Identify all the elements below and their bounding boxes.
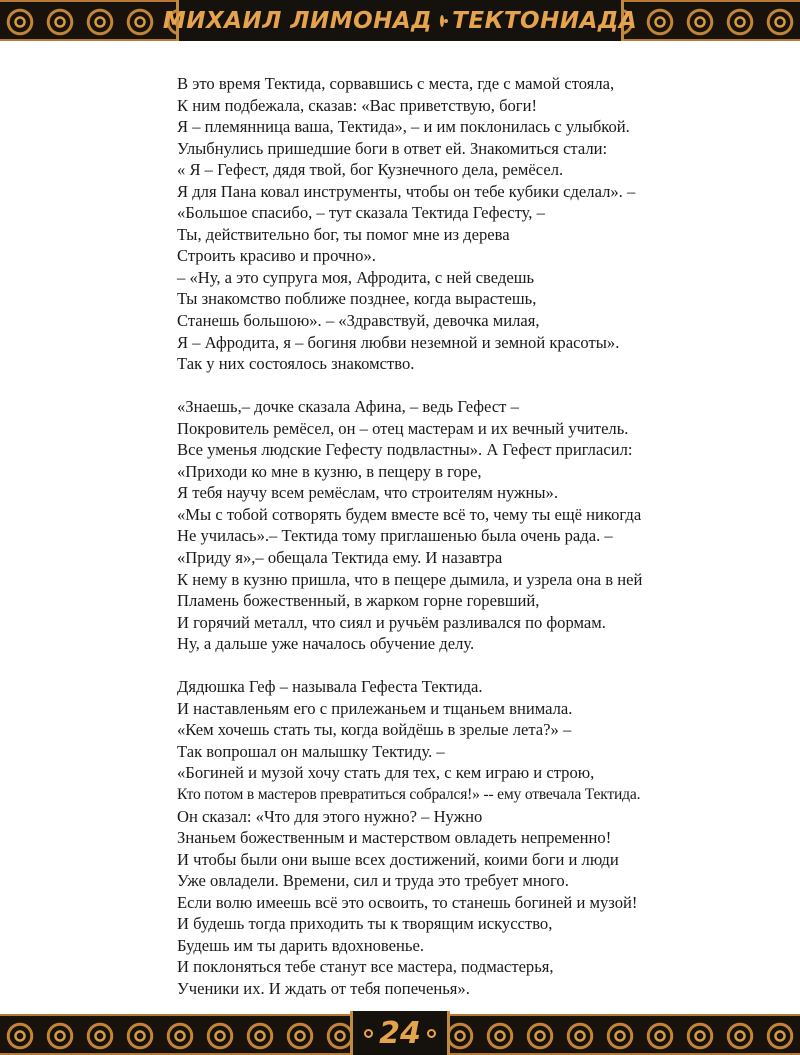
poem-line: «Богиней и музой хочу стать для тех, с кем играю и строю, bbox=[177, 763, 595, 783]
poem-line: К ним подбежала, сказав: «Вас приветствую, боги! bbox=[177, 95, 538, 115]
page-number: 24 bbox=[379, 1015, 421, 1051]
poem-line: Уже овладели. Времени, сил и труда это требует много. bbox=[177, 871, 569, 891]
poem-line: Ну, а дальше уже началось обучение делу. bbox=[177, 634, 475, 654]
poem-line: Пламень божественный, в жарком горне горевший, bbox=[177, 591, 540, 611]
poem-line: И будешь тогда приходить ты к творящим искусство, bbox=[177, 914, 553, 934]
poem-text bbox=[177, 73, 697, 1021]
poem-line: Я – Афродита, я – богиня любви неземной и земной красоты». bbox=[177, 332, 620, 352]
poem-line: Знаньем божественным и мастерством овладеть непременно! bbox=[177, 828, 612, 848]
poem-line: К нему в кузню пришла, что в пещере дымила, и узрела она в ней bbox=[177, 569, 643, 589]
stanza-1 bbox=[177, 73, 697, 375]
poem-line: Покровитель ремёсел, он – отец мастерам и их вечный учитель. bbox=[177, 418, 629, 438]
poem-line: Я – племянница ваша, Тектида», – и им поклонилась с улыбкой. bbox=[177, 117, 630, 137]
poem-line: Так вопрошал он малышку Тектиду. – bbox=[177, 741, 445, 761]
poem-line: Ученики их. И ждать от тебя попеченья». bbox=[177, 978, 470, 998]
circle-ornament-icon bbox=[364, 1029, 373, 1038]
poem-line: – «Ну, а это супруга моя, Афродита, с ней сведешь bbox=[177, 267, 535, 287]
poem-line: «Приду я»,– обещала Тектида ему. И назавтра bbox=[177, 547, 503, 567]
poem-line: Я тебя научу всем ремёслам, что строителям нужны». bbox=[177, 483, 558, 503]
poem-line: В это время Тектида, сорвавшись с места, где с мамой стояла, bbox=[177, 74, 615, 93]
page-number-plate bbox=[350, 1011, 450, 1055]
stanza-2 bbox=[177, 396, 697, 655]
running-header bbox=[162, 0, 638, 41]
poem-line: Все уменья людские Гефесту подвластны». А Гефест пригласил: bbox=[177, 440, 633, 460]
header-author: МИХАИЛ ЛИМОНАД bbox=[162, 7, 433, 34]
poem-line: И горячий металл, что сиял и ручьём разливался по формам. bbox=[177, 612, 606, 632]
circle-ornament-icon bbox=[440, 15, 444, 27]
poem-line: « Я – Гефест, дядя твой, бог Кузнечного дела, ремёсел. bbox=[177, 160, 564, 180]
poem-line: И поклоняться тебе станут все мастера, подмастерья, bbox=[177, 957, 554, 977]
poem-line: «Кем хочешь стать ты, когда войдёшь в зрелые лета?» – bbox=[177, 720, 572, 740]
poem-line: «Мы с тобой сотворять будем вместе всё то, чему ты ещё никогда bbox=[177, 504, 642, 524]
poem-line: Улыбнулись пришедшие боги в ответ ей. Знакомиться стали: bbox=[177, 138, 608, 158]
poem-line: Станешь большою». – «Здравствуй, девочка милая, bbox=[177, 311, 540, 331]
circle-ornament-icon bbox=[427, 1029, 436, 1038]
stanza-3 bbox=[177, 676, 697, 999]
poem-line: Кто потом в мастеров превратиться собрался!» -- ему отвечала Тектида. bbox=[177, 785, 641, 803]
poem-line: И наставленьям его с прилежаньем и тщаньем внимала. bbox=[177, 698, 573, 718]
poem-line: Если волю имеешь всё это освоить, то станешь богиней и музой! bbox=[177, 892, 638, 912]
poem-line: Будешь им ты дарить вдохновенье. bbox=[177, 935, 424, 955]
poem-line: Так у них состоялось знакомство. bbox=[177, 354, 415, 374]
poem-line: Дядюшка Геф – называла Гефеста Тектида. bbox=[177, 677, 483, 697]
poem-line: Не училась».– Тектида тому приглашенью была очень рада. – bbox=[177, 526, 613, 546]
poem-line: Ты, действительно бог, ты помог мне из дерева bbox=[177, 224, 510, 244]
poem-line: Я для Пана ковал инструменты, чтобы он тебе кубики сделал». – bbox=[177, 181, 636, 201]
poem-line: Ты знакомство поближе позднее, когда вырастешь, bbox=[177, 289, 537, 309]
poem-line: Он сказал: «Что для этого нужно? – Нужно bbox=[177, 806, 483, 826]
poem-line: Строить красиво и прочно». bbox=[177, 246, 376, 266]
header-title: ТЕКТОНИАДА bbox=[452, 7, 638, 34]
poem-line: И чтобы были они выше всех достижений, коими боги и люди bbox=[177, 849, 619, 869]
poem-line: «Знаешь,– дочке сказала Афина, – ведь Гефест – bbox=[177, 397, 519, 417]
poem-line: «Большое спасибо, – тут сказала Тектида Гефесту, – bbox=[177, 203, 545, 223]
poem-line: «Приходи ко мне в кузню, в пещеру в горе, bbox=[177, 461, 482, 481]
